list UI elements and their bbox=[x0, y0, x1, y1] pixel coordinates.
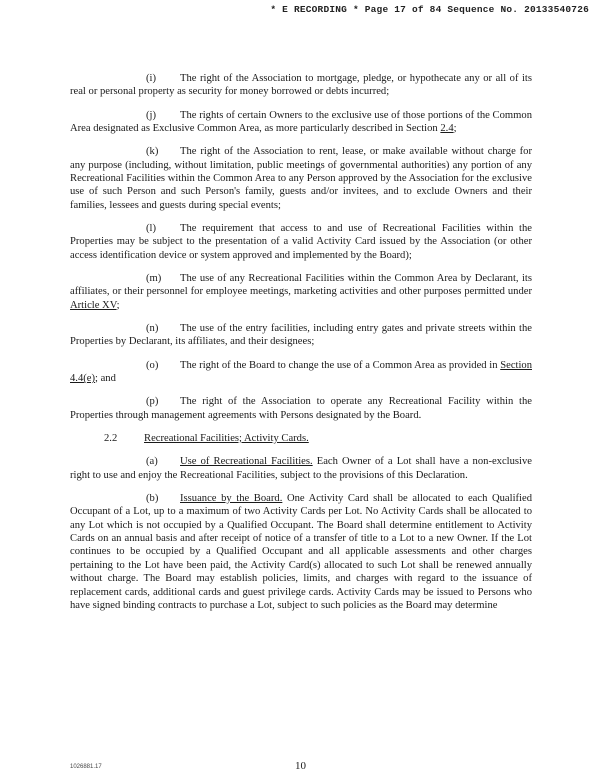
paragraph-text: The right of the Board to change the use of a Common Area as provided in bbox=[180, 359, 501, 371]
paragraph-text: The right of the Association to mortgage, pledge, or hypothecate any or all of its real or personal property as security for money borrowed or debts incurred; bbox=[70, 73, 532, 98]
paragraph-i bbox=[70, 72, 532, 99]
paragraph-label: (n) bbox=[146, 323, 159, 335]
paragraph-text: The right of the Association to operate any Recreational Facility within the Properties through management agreements with Persons designated by the Board. bbox=[70, 396, 532, 421]
subsection-b bbox=[70, 492, 532, 613]
subsection-label: (b) bbox=[146, 492, 159, 504]
paragraph-o bbox=[70, 359, 532, 386]
paragraph-label: (k) bbox=[146, 146, 159, 158]
paragraph-n bbox=[70, 322, 532, 349]
paragraph-label: (j) bbox=[146, 109, 156, 121]
paragraph-text: The right of the Association to rent, lease, or make available without charge for any purpose (including, without limitation, public meetings of governmental authorities) any portion of any Recreational Facilities within the Common Area to any Person approved by the Association for the exclusive use of such Person and such Person's family, guests and/or invitees, and to exclude Owners and their families, lessees and guests during special events; bbox=[70, 146, 532, 211]
subsection-heading: Use of Recreational Facilities. bbox=[180, 456, 313, 468]
paragraph-label: (o) bbox=[146, 359, 159, 371]
recording-stamp: * E RECORDING * Page 17 of 84 Sequence No. 20133540726 bbox=[270, 4, 589, 15]
subsection-a bbox=[70, 455, 532, 482]
subsection-text: One Activity Card shall be allocated to each Qualified Occupant of a Lot, up to a maximum of two Activity Cards per Lot. No Activity Cards shall be allocated to any Lot which is not occupied by a Qualified Occupant. The Board shall determine entitlement to Activity Cards on an annual basis and after receipt of notice of a transfer of title to a Lot to a new Owner. If the Lot continues to be occupied by a Qualified Occupant and all applicable assessments and other charges pertaining to the Lot have been paid, the Activity Card(s) allocated to such Lot shall be renewed annually without charge. The Board may establish policies, limits, and charges with regard to the issuance of replacement cards, additional cards and guest privilege cards. Activity Cards may be issued to Persons who have signed binding contracts to purchase a Lot, subject to such policies as the Board may determine bbox=[70, 492, 532, 611]
paragraph-text-end: ; bbox=[116, 299, 120, 311]
paragraph-label: (i) bbox=[146, 73, 156, 84]
paragraph-label: (p) bbox=[146, 396, 159, 408]
paragraph-text: The rights of certain Owners to the exclusive use of those portions of the Common Area designated as Exclusive Common Area, as more particularly described in Section bbox=[70, 109, 532, 135]
paragraph-text: The use of the entry facilities, including entry gates and private streets within the Properties by Declarant, its affiliates, and their designees; bbox=[70, 323, 532, 348]
paragraph-text: The requirement that access to and use of Recreational Facilities within the Properties may be subject to the presentation of a valid Activity Card issued by the Association (or other access identification device or system approved and implemented by the Board); bbox=[70, 223, 532, 261]
subsection-text: Each Owner of a Lot shall have a non-exclusive right to use and enjoy the Recreational Facilities, subject to the provisions of this Declaration. bbox=[70, 456, 532, 481]
paragraph-text-end: ; bbox=[453, 123, 457, 135]
document-body bbox=[70, 72, 532, 622]
section-number: 2.2 bbox=[104, 432, 118, 444]
page-number: 10 bbox=[295, 760, 306, 772]
section-title: Recreational Facilities; Activity Cards. bbox=[144, 432, 309, 444]
paragraph-j bbox=[70, 109, 532, 136]
article-reference: Article XV bbox=[70, 299, 117, 311]
section-heading bbox=[70, 432, 532, 445]
paragraph-m bbox=[70, 272, 532, 312]
section-reference: Section 4.4(e) bbox=[70, 359, 532, 385]
paragraph-k bbox=[70, 145, 532, 212]
subsection-label: (a) bbox=[146, 456, 158, 468]
subsection-heading: Issuance by the Board. bbox=[180, 492, 283, 504]
paragraph-label: (l) bbox=[146, 223, 156, 235]
paragraph-text: The use of any Recreational Facilities within the Common Area by Declarant, its affiliates, or their personnel for employee meetings, marketing activities and other purposes permitted under bbox=[70, 273, 532, 298]
section-reference: 2.4 bbox=[440, 123, 454, 135]
paragraph-label: (m) bbox=[146, 273, 162, 285]
paragraph-l bbox=[70, 222, 532, 262]
paragraph-p bbox=[70, 395, 532, 422]
document-id: 1026881.17 bbox=[70, 764, 102, 770]
paragraph-text-end: ; and bbox=[95, 373, 116, 385]
